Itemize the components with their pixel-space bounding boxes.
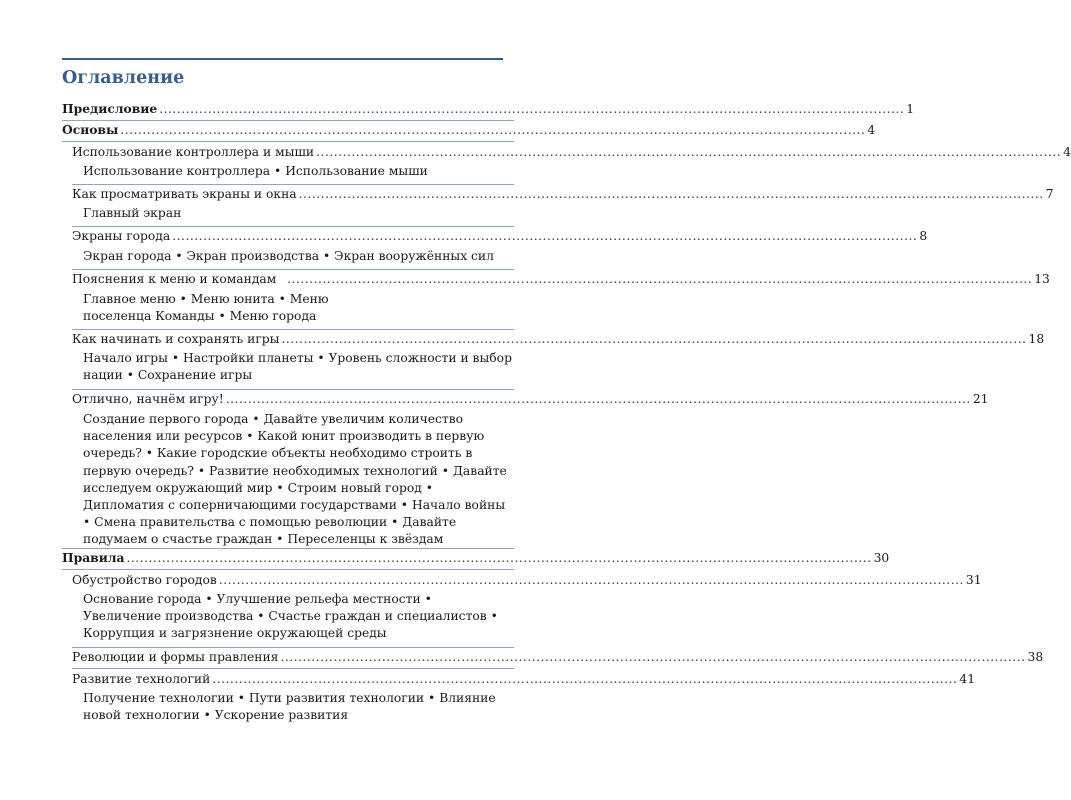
toc-entry-label: Развитие технологий [72,672,211,686]
leader-dots: ......................................................................................................................................................................... [225,392,971,406]
toc-subtopics: Создание первого города • Давайте увеличим количество населения или ресурсов • Какой юнит производить в первую очередь? • Какие городские объекты необходимо строить в первую очередь? • Развитие необходимых технологий • Давайте исследуем окружающий мир • Строим новый город • Дипломатия с соперничающими государствами • Начало войны • Смена правительства с помощью революции • Давайте подумаем о счастье граждан • Переселенцы к звёздам [83,412,507,547]
toc-entry-preface[interactable] [62,99,915,119]
toc-entry-menus-commands[interactable] [72,269,1050,289]
toc-entry-label: Правила [62,550,125,565]
toc-entry-start-save[interactable] [72,329,1045,349]
toc-subtopics: Начало игры • Настройки планеты • Уровень сложности и выбор нации • Сохранение игры [83,351,512,383]
toc-page-number: 4 [1063,145,1071,159]
leader-dots: ......................................................................................................................................................................... [281,332,1027,346]
toc-page-number: 41 [959,672,976,686]
toc-entry-controller-mouse[interactable] [72,142,1071,162]
toc-page-number: 7 [1045,187,1054,201]
toc-entry-label: Революции и формы правления [72,650,279,664]
toc-entry-label: Экраны города [72,229,171,243]
leader-dots: ......................................................................................................................................................................... [212,672,958,686]
leader-dots: ......................................................................................................................................................................... [120,123,866,137]
toc-entry-label: Использование контроллера и мыши [72,145,315,159]
toc-page-number: 38 [1027,650,1044,664]
toc-entry-basics[interactable] [62,120,876,140]
toc-entry-city-building[interactable] [72,570,982,590]
leader-dots: ......................................................................................................................................................................... [172,229,918,243]
toc-page-number: 13 [1034,272,1050,286]
toc-page-number: 30 [873,551,890,565]
toc-entry-rules[interactable] [62,548,890,568]
toc-entry-label: Пояснения к меню и командам [72,272,277,286]
leader-dots: ......................................................................................................................................................................... [298,187,1044,201]
leader-dots: ......................................................................................................................................................................... [280,650,1026,664]
toc-page-number: 8 [919,229,928,243]
leader-dots: ......................................................................................................................................................................... [278,272,1033,286]
leader-dots: ......................................................................................................................................................................... [218,573,964,587]
toc-entry-technologies[interactable] [72,669,976,689]
toc-entry-screens-windows[interactable] [72,184,1054,204]
toc-subtopics: Получение технологии • Пути развития технологии • Влияние новой технологии • Ускорение развития [83,691,496,723]
toc-page-number: 4 [867,123,876,137]
leader-dots: ......................................................................................................................................................................... [159,102,905,116]
page-title: Оглавление [62,68,185,88]
toc-subtopics: Главный экран [83,206,182,220]
toc-subtopics: Основание города • Улучшение рельефа местности • Увеличение производства • Счастье граждан и специалистов • Коррупция и загрязнение окружающей среды [83,592,498,641]
toc-entry-label: Отлично, начнём игру! [72,392,224,406]
toc-entry-lets-play[interactable] [72,389,989,409]
toc-entry-label: Обустройство городов [72,573,217,587]
toc-subtopics: Экран города • Экран производства • Экран вооружённых сил [83,249,494,263]
toc-entry-label: Как начинать и сохранять игры [72,332,280,346]
toc-page-number: 31 [965,573,982,587]
toc-subtopics: Использование контроллера • Использование мыши [83,164,428,178]
header-rule [62,58,503,60]
toc-entry-label: Основы [62,122,119,137]
toc-page-number: 1 [906,102,915,116]
toc-page-number: 21 [972,392,989,406]
toc-entry-revolutions[interactable] [72,647,1044,667]
toc-entry-label: Как просматривать экраны и окна [72,187,297,201]
toc-entry-city-screens[interactable] [72,226,928,246]
toc-entry-label: Предисловие [62,101,158,116]
leader-dots: ......................................................................................................................................................................... [126,551,872,565]
toc-page-number: 18 [1028,332,1045,346]
toc-subtopics: Главное меню • Меню юнита • Меню поселенца Команды • Меню города [83,292,329,324]
leader-dots: ......................................................................................................................................................................... [316,145,1062,159]
